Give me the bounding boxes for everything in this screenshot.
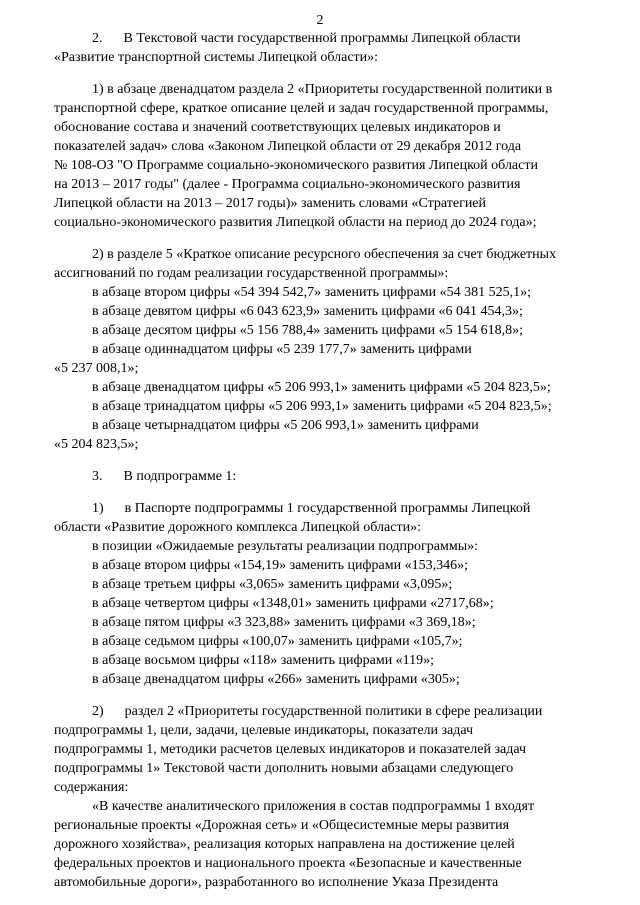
text-line: в абзаце втором цифры «54 394 542,7» заменить цифрами «54 381 525,1»; — [92, 285, 531, 300]
text-line: ассигнований по годам реализации государственной программы»: — [54, 266, 449, 281]
page-number: 2 — [316, 13, 324, 28]
text-line: в абзаце седьмом цифры «100,07» заменить цифрами «105,7»; — [92, 634, 463, 649]
text-line: 2) раздел 2 «Приоритеты государственной политики в сфере реализации — [92, 704, 543, 719]
text-line: «5 204 823,5»; — [54, 437, 139, 452]
text-line: в абзаце четырнадцатом цифры «5 206 993,1» заменить цифрами — [92, 418, 479, 433]
text-line: в позиции «Ожидаемые результаты реализации подпрограммы»: — [92, 539, 479, 554]
text-line: в абзаце втором цифры «154,19» заменить цифрами «153,346»; — [92, 558, 468, 573]
text-line: автомобильные дороги», разработанного во исполнение Указа Президента — [54, 875, 499, 890]
text-line: «Развитие транспортной системы Липецкой области»: — [54, 50, 379, 65]
text-line: региональные проекты «Дорожная сеть» и «Общесистемные меры развития — [54, 818, 510, 833]
text-line: «5 237 008,1»; — [54, 361, 139, 376]
text-line: «В качестве аналитического приложения в состав подпрограммы 1 входят — [92, 799, 535, 814]
text-line: в абзаце одиннадцатом цифры «5 239 177,7» заменить цифрами — [92, 342, 472, 357]
text-line: в абзаце двенадцатом цифры «5 206 993,1» заменить цифрами «5 204 823,5»; — [92, 380, 551, 395]
text-line: 2) в разделе 5 «Краткое описание ресурсного обеспечения за счет бюджетных — [92, 247, 557, 262]
text-line: в абзаце тринадцатом цифры «5 206 993,1» заменить цифрами «5 204 823,5»; — [92, 399, 552, 414]
text-line: 1) в Паспорте подпрограммы 1 государственной программы Липецкой — [92, 501, 531, 516]
text-line: подпрограммы 1, методики расчетов целевых индикаторов и показателей задач — [54, 742, 527, 757]
text-line: № 108-ОЗ "О Программе социально-экономического развития Липецкой области — [54, 158, 538, 173]
text-line: на 2013 – 2017 годы" (далее - Программа социально-экономического развития — [54, 177, 521, 192]
text-line: в абзаце третьем цифры «3,065» заменить цифрами «3,095»; — [92, 577, 453, 592]
text-line: 3. В подпрограмме 1: — [92, 469, 237, 484]
text-line: федеральных проектов и национального проекта «Безопасные и качественные — [54, 856, 522, 871]
text-line: показателей задач» слова «Законом Липецкой области от 29 декабря 2012 года — [54, 139, 522, 154]
text-line: подпрограммы 1» Текстовой части дополнить новыми абзацами следующего — [54, 761, 514, 776]
text-line: в абзаце четвертом цифры «1348,01» заменить цифрами «2717,68»; — [92, 596, 494, 611]
text-line: 1) в абзаце двенадцатом раздела 2 «Приоритеты государственной политики в — [92, 82, 553, 97]
text-line: содержания: — [54, 780, 129, 795]
text-line: в абзаце десятом цифры «5 156 788,4» заменить цифрами «5 154 618,8»; — [92, 323, 524, 338]
text-line: в абзаце восьмом цифры «118» заменить цифрами «119»; — [92, 653, 435, 668]
text-line: социально-экономического развития Липецкой области на период до 2024 года»; — [54, 215, 537, 230]
text-line: подпрограммы 1, цели, задачи, целевые индикаторы, показатели задач — [54, 723, 474, 738]
text-line: в абзаце двенадцатом цифры «266» заменить цифрами «305»; — [92, 672, 460, 687]
text-line: Липецкой области на 2013 – 2017 годы)» заменить словами «Стратегией — [54, 196, 487, 211]
text-line: дорожного хозяйства», реализация которых направлена на достижение целей — [54, 837, 515, 852]
text-line: в абзаце девятом цифры «6 043 623,9» заменить цифрами «6 041 454,3»; — [92, 304, 523, 319]
text-line: в абзаце пятом цифры «3 323,88» заменить цифрами «3 369,18»; — [92, 615, 476, 630]
text-line: 2. В Текстовой части государственной программы Липецкой области — [92, 31, 521, 46]
text-line: обоснование состава и значений соответствующих целевых индикаторов и — [54, 120, 501, 135]
text-line: области «Развитие дорожного комплекса Липецкой области»: — [54, 520, 421, 535]
text-line: транспортной сфере, краткое описание целей и задач государственной программы, — [54, 101, 549, 116]
